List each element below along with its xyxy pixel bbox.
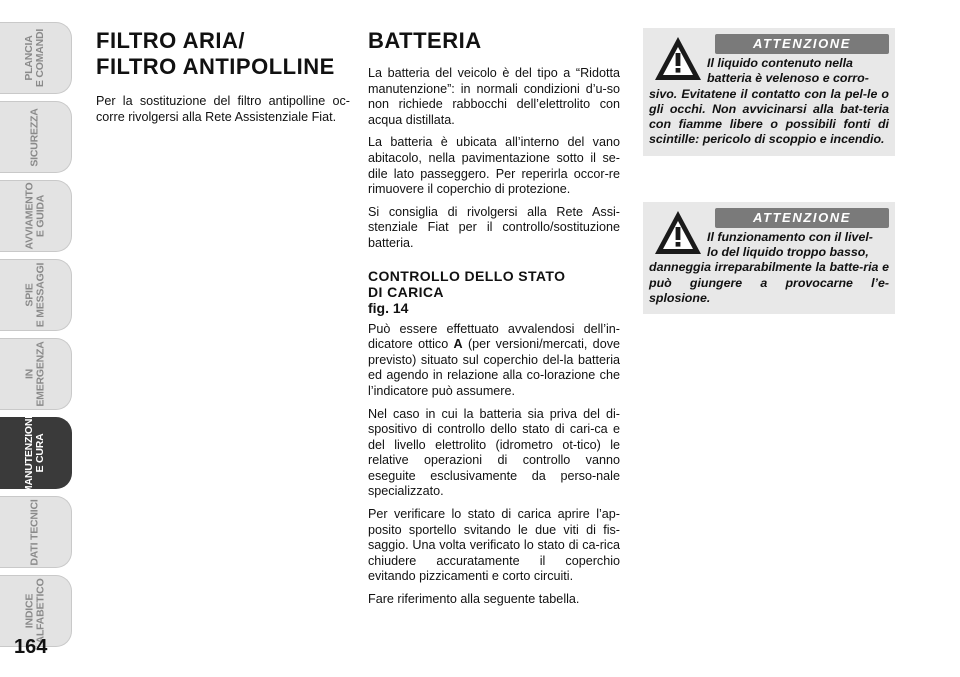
tab-dati-tecnici[interactable] xyxy=(0,496,72,568)
warnings-column xyxy=(643,28,895,360)
batteria-paragraph: La batteria è ubicata all’interno del vano abitacolo, nella pavimentazione sotto il se-dile lato passeggero. Per reperirla occor-re rimuovere il coperchio di protezione. xyxy=(368,135,620,197)
page-number: 164 xyxy=(14,636,48,658)
filtro-title: FILTRO ARIA/ FILTRO ANTIPOLLINE xyxy=(96,28,335,79)
warning-triangle-icon xyxy=(653,34,703,84)
batteria-paragraph: Per verificare lo stato di carica aprire l’ap-posito sportello svitando le due viti di fis-saggio. Una volta verificato lo stato di ca-rica chiudere accuratamente il coperchio evitando pizzicamenti e corto circuiti. xyxy=(368,507,620,584)
section-filtro xyxy=(96,28,350,132)
section-batteria xyxy=(368,28,620,615)
tab-plancia-comandi[interactable] xyxy=(0,22,72,94)
figure-reference: fig. 14 xyxy=(368,299,409,316)
tab-label: IN EMERGENZA xyxy=(23,341,47,407)
tab-label: INDICE ALFABETICO xyxy=(23,578,47,644)
batteria-title: BATTERIA xyxy=(368,28,482,53)
batteria-paragraph: La batteria del veicolo è del tipo a “Ridotta manutenzione”: in normali condizioni d’u-so non richiede rabbocchi dell’elettrolito con acqua distillata. xyxy=(368,66,620,127)
tab-in-emergenza[interactable] xyxy=(0,338,72,410)
tab-label: MANUTENZIONE E CURA xyxy=(23,411,47,495)
warning-heading: ATTENZIONE xyxy=(715,208,889,228)
warning-box xyxy=(643,202,895,314)
batteria-paragraph: Si consiglia di rivolgersi alla Rete Assi-stenziale Fiat per il controllo/sostituzione batteria. xyxy=(368,204,620,250)
tab-manutenzione-cura[interactable] xyxy=(0,411,72,495)
batteria-paragraph: Nel caso in cui la batteria sia priva del di-spositivo di controllo dello stato di cari-ca e del livello elettrolito (idrometro ot-tico) le relative operazioni di controllo vanno eseguite esclusivamente da perso-nale specializzato. xyxy=(368,406,620,499)
tab-avviamento-guida[interactable] xyxy=(0,180,72,252)
warning-heading: ATTENZIONE xyxy=(715,34,889,54)
warning-triangle-icon xyxy=(653,208,703,258)
warning-text: Il funzionamento con il livel- lo del liquido troppo basso, danneggia irreparabilmente la batte-ria e può giungere a provocarne l’e-splosione. xyxy=(649,229,889,305)
warning-text: Il liquido contenuto nella batteria è velenoso e corro- sivo. Evitatene il contatto con la pel-le o gli occhi. Non avvicinarsi alla bat-teria con fiamme libere o possibili fonti di scintille: pericolo di scoppio e incendio. xyxy=(649,56,889,147)
tab-spie-messaggi[interactable] xyxy=(0,259,72,331)
filtro-text: Per la sostituzione del filtro antipolline oc-corre rivolgersi alla Rete Assistenziale Fiat. xyxy=(96,94,350,124)
tab-label: DATI TECNICI xyxy=(29,498,41,566)
tab-label: AVVIAMENTO E GUIDA xyxy=(23,182,47,250)
indicator-letter: A xyxy=(453,337,463,352)
batteria-paragraph: Può essere effettuato avvalendosi dell’in-dicatore ottico A (per versioni/mercati, dove previsto) situato sul coperchio del-la batteria ed agendo in relazione alla co-lorazione che l’indicatore può assumere. xyxy=(368,321,620,398)
tab-label: SICUREZZA xyxy=(28,107,41,167)
warning-box xyxy=(643,28,895,156)
tab-label: PLANCIA E COMANDI xyxy=(23,28,47,88)
batteria-paragraph: Fare riferimento alla seguente tabella. xyxy=(368,592,580,607)
controllo-carica-heading: CONTROLLO DELLO STATO DI CARICA fig. 14 xyxy=(368,268,620,316)
tab-label: SPIE E MESSAGGI xyxy=(23,262,47,328)
tab-sicurezza[interactable] xyxy=(0,101,72,173)
